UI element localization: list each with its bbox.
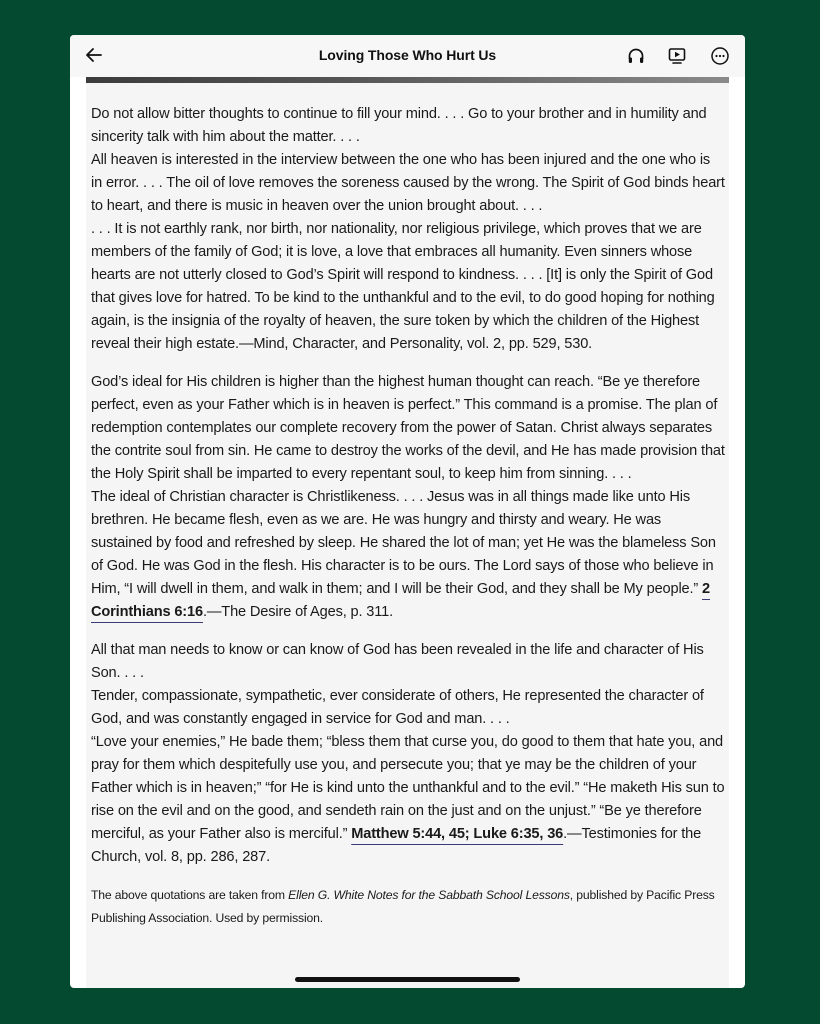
paragraph: Tender, compassionate, sympathetic, ever considerate of others, He represented the character of God, and was constantly engaged in service for God and man. . . . [91, 688, 704, 727]
source-citation: .—The Desire of Ages, p. 311. [202, 604, 394, 620]
top-navigation-bar [70, 35, 745, 77]
scripture-link-matthew-luke[interactable]: Matthew 5:44, 45; Luke 6:35, 36 [351, 826, 564, 842]
more-options-button[interactable] [710, 46, 730, 66]
paragraph-text: “Love your enemies,” He bade them; “bless them that curse you, do good to them that hate you, and pray for them which despitefully use you, and persecute you; that ye may be the children of your Father which is in heaven;” “for He is kind unto the unthankful and to the evil.” “He maketh His sun to rise on the evil and on the good, and sendeth rain on the just and on the unjust.” “Be ye therefore merciful, as your Father also is merciful.” [91, 734, 725, 842]
more-horizontal-icon [710, 46, 730, 66]
reading-content[interactable] [86, 83, 729, 988]
home-indicator[interactable] [295, 977, 520, 982]
video-button[interactable] [667, 46, 687, 66]
footnote-book-title: Ellen G. White Notes for the Sabbath School Lessons [288, 888, 570, 902]
video-play-icon [667, 46, 687, 66]
quote-block-3 [91, 639, 725, 869]
headphones-icon [626, 46, 646, 66]
paragraph: God’s ideal for His children is higher than the highest human thought can reach. “Be ye therefore perfect, even as your Father which is in heaven is perfect.” This command is a promise. The plan of redemption contemplates our complete recovery from the power of Satan. Christ always separates the contrite soul from sin. He came to destroy the works of the devil, and He has made provision that the Holy Spirit shall be imparted to every repentant soul, to keep him from sinning. . . . [91, 374, 725, 482]
quote-block-2 [91, 371, 725, 624]
page-title: Loving Those Who Hurt Us [318, 47, 497, 63]
paragraph: All that man needs to know or can know of God has been revealed in the life and character of His Son. . . . [91, 642, 704, 681]
paragraph-text: The ideal of Christian character is Christlikeness. . . . Jesus was in all things made like unto His brethren. He became flesh, even as we are. He was hungry and thirsty and weary. He was sustained by food and refreshed by sleep. He shared the lot of man; yet He was the blameless Son of God. He was God in the flesh. His character is to be ours. The Lord says of those who believe in Him, “I will dwell in them, and walk in them; and I will be their God, and they shall be My people.” [91, 489, 716, 597]
paragraph [91, 731, 725, 869]
paragraph [91, 486, 725, 624]
quote-block-1 [91, 103, 725, 356]
source-citation: .—Testimonies for the Church, vol. 8, pp. 286, 287. [91, 826, 702, 865]
paragraph: Do not allow bitter thoughts to continue to fill your mind. . . . Go to your brother and in humility and sincerity talk with him about the matter. . . . [91, 106, 707, 145]
attribution-footnote [91, 884, 725, 930]
article-body [91, 103, 725, 930]
audio-button[interactable] [626, 46, 646, 66]
paragraph: All heaven is interested in the interview between the one who has been injured and the one who is in error. . . . The oil of love removes the soreness caused by the wrong. The Spirit of God binds heart to heart, and there is music in heaven over the union brought about. . . . [91, 152, 725, 214]
paragraph: . . . It is not earthly rank, nor birth, nor nationality, nor religious privilege, which proves that we are members of the family of God; it is love, a love that embraces all humanity. Even sinners whose hearts are not utterly closed to God’s Spirit will respond to kindness. . . . [It] is only the Spirit of God that gives love for hatred. To be kind to the unthankful and to the evil, to do good hoping for nothing again, is the insignia of the royalty of heaven, the sure token by which the children of the Highest reveal their high estate.—Mind, Character, and Personality, vol. 2, pp. 529, 530. [91, 221, 715, 352]
app-screen [70, 35, 745, 988]
footnote-text: , published by Pacific Press Publishing Association. Used by permission. [91, 888, 715, 925]
scripture-link-2-corinthians[interactable]: 2 Corinthians 6:16 [91, 581, 711, 620]
footnote-text: The above quotations are taken from [91, 888, 289, 902]
